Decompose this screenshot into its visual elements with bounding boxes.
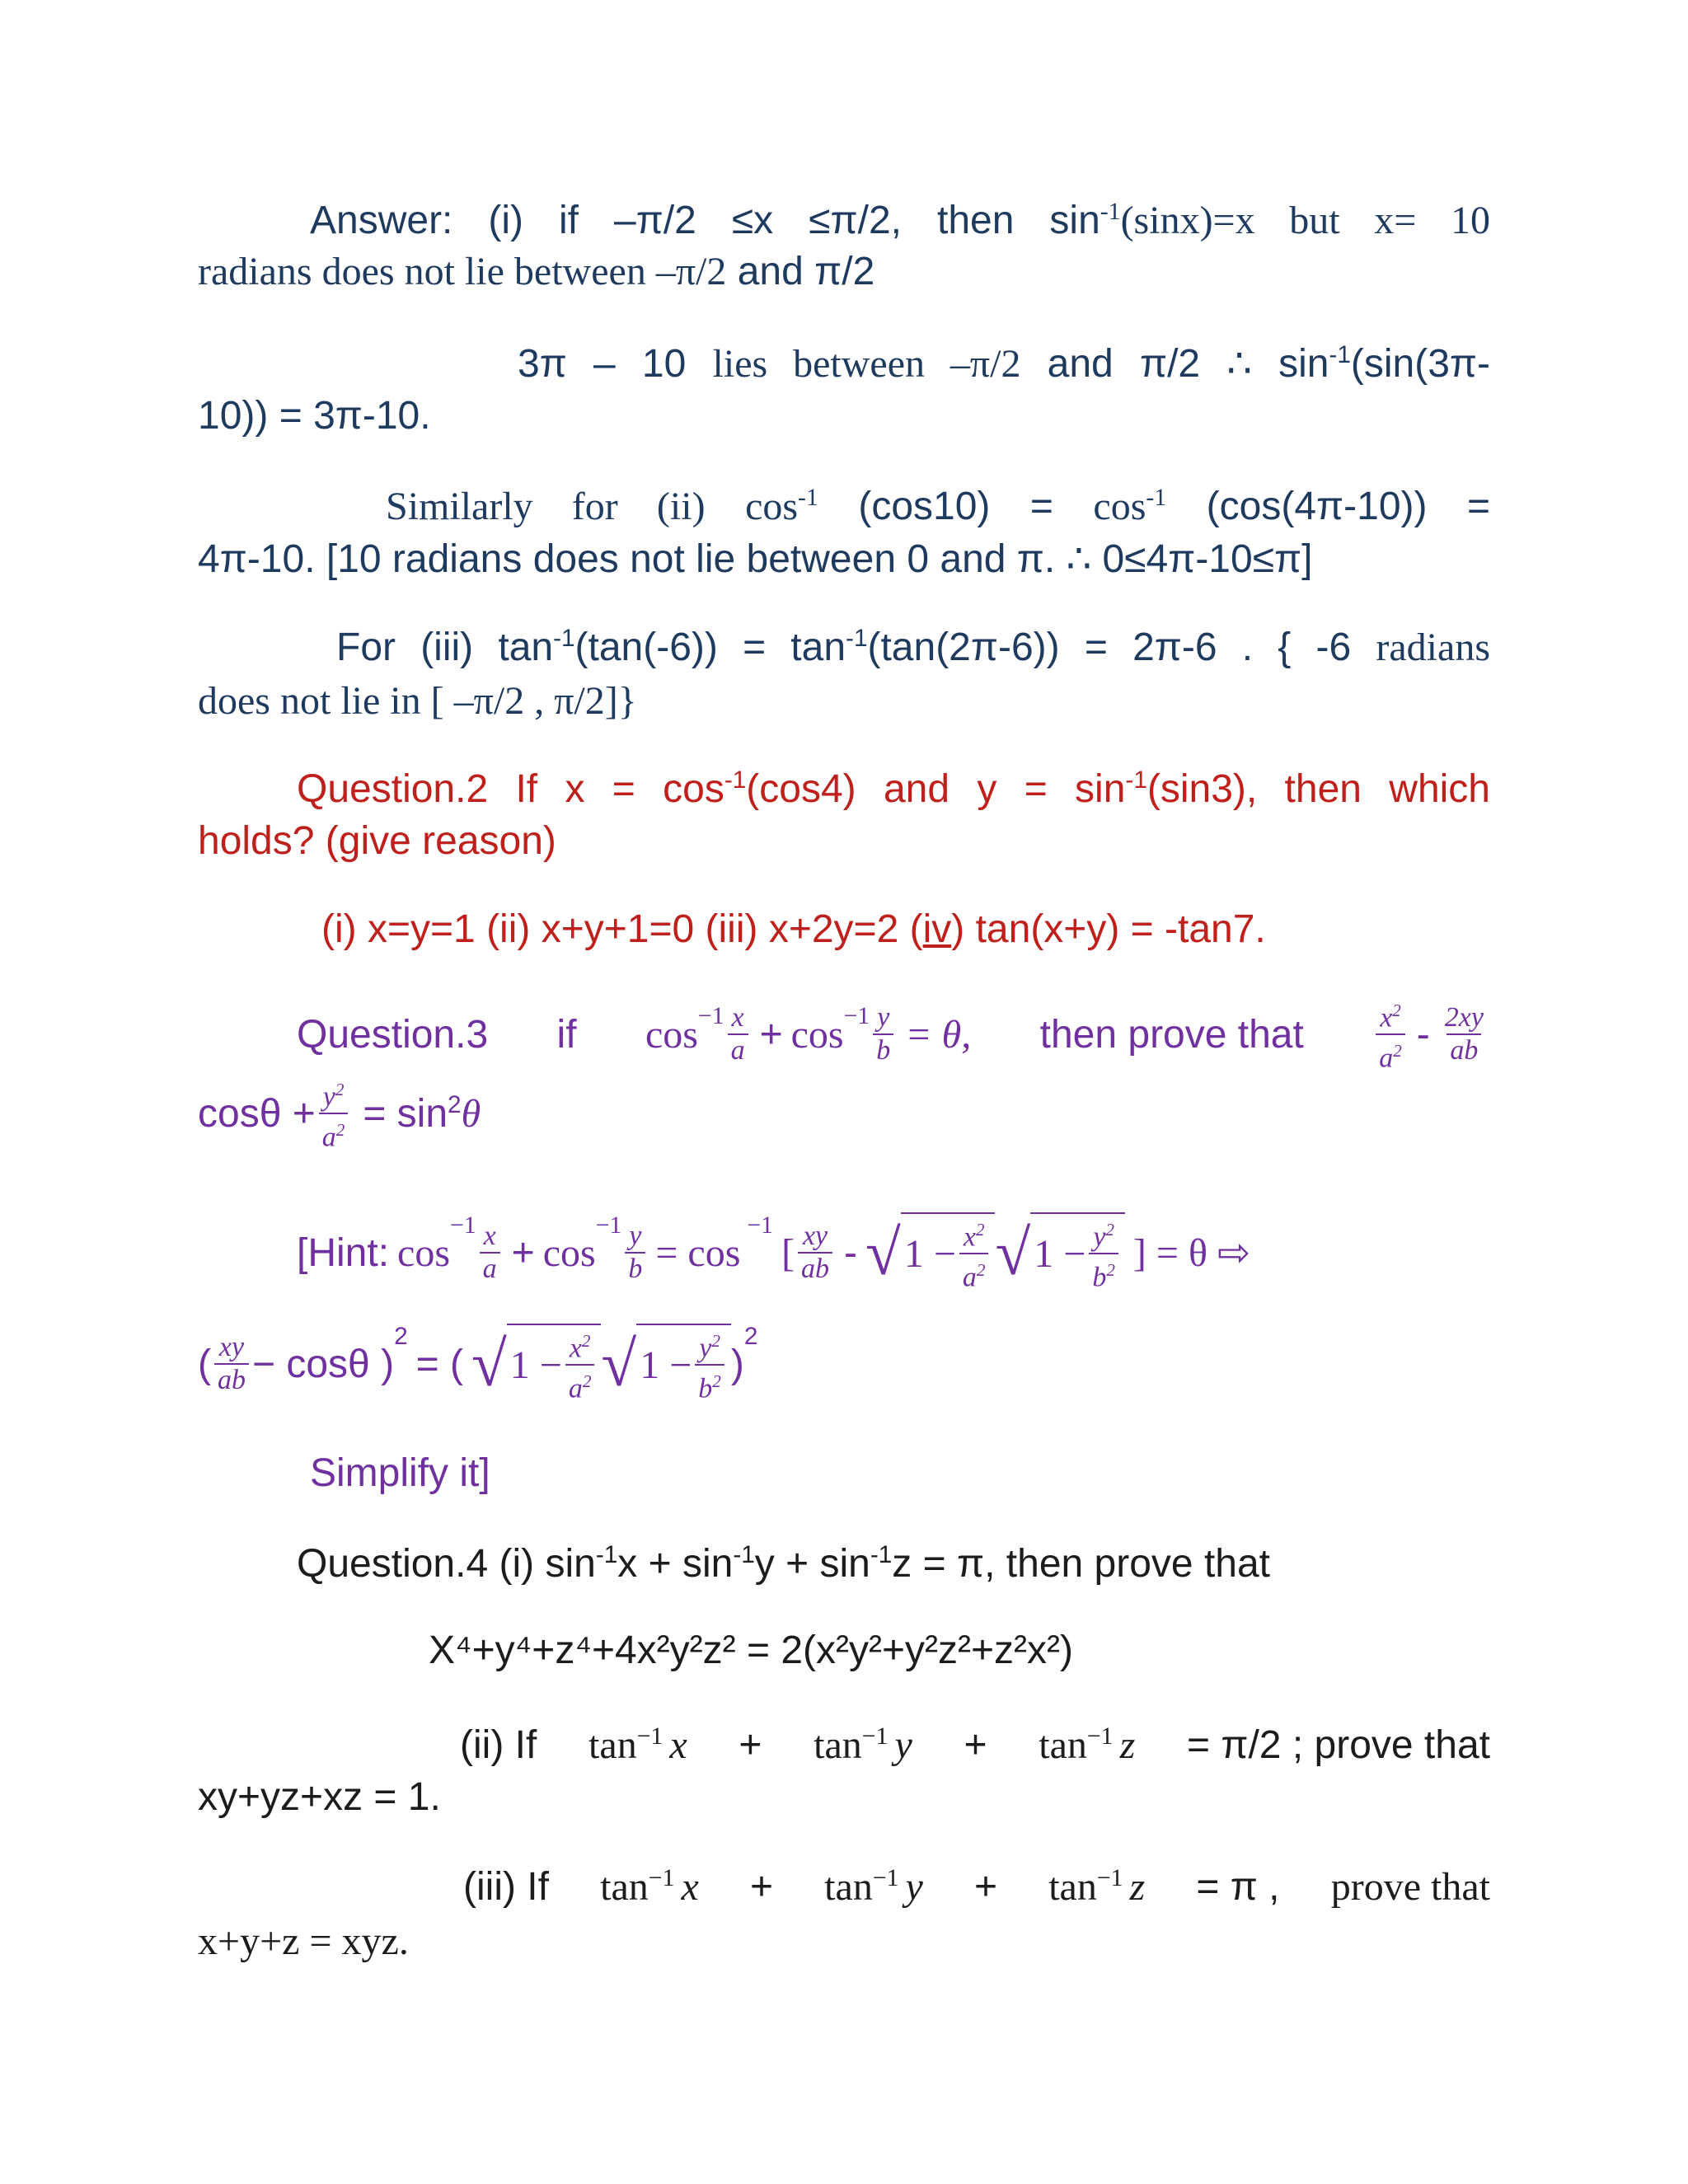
question-4-iii-line-1: (iii) If tan $^{-1}$ x + tan $^{-1}$ y + tan $^{-1}$ z = π , prove that <box>463 1864 1490 1909</box>
hint-simplify: Simplify it] <box>310 1451 490 1495</box>
question-4-iii-line-2: x+y+z = xyz. <box>198 1919 409 1963</box>
question-3-line-1: Question.3 if cos $^{-1}$ $\frac{x}{a}$ + cos $^{-1}$ $\frac{y}{b}$ = θ, then prove that $\frac{x^2}{a^2}$ - $\frac{2xy}{ab}$ <box>297 1000 1484 1074</box>
answer-line-7: For (iii) $\tan^{-1}(\tan(-6)) = \tan^{-1}(\tan(2\pi-6)) = 2\pi-6$ . { -6 radians <box>336 625 1490 669</box>
hint-line-2: ( $\frac{xy}{ab}$ − cosθ ) $^2$ = ( √ 1 − $\frac{x^2}{a^2}$ √ 1 − $\frac{y^2}{b^2}$ ) $^2$ <box>198 1323 758 1404</box>
question-2-line-1: Question.2 If $x = \cos^{-1}(\cos 4)$ and $y = \sin^{-1}(\sin 3)$, then which <box>297 766 1490 811</box>
answer-line-3: 3π – 10 lies between –π/2 and π/2 ∴ $\sin^{-1}(\sin(3\pi-$ <box>518 341 1490 386</box>
answer-line-6: 4π-10. [10 radians does not lie between 0 and π. ∴ 0≤4π-10≤π] <box>198 537 1313 581</box>
answer-line-5: Similarly for (ii) $\cos^{-1} (\cos 10) = \cos^{-1} (\cos(4\pi-10))$ = <box>386 484 1490 528</box>
question-2-line-2: holds? (give reason) <box>198 819 556 863</box>
answer-line-8: does not lie in [ –π/2 , π/2]} <box>198 679 637 723</box>
hint-line-1: [Hint: cos $^{-1}$ $\frac{x}{a}$ + cos $^{-1}$ $\frac{y}{b}$ = cos $^{-1}$ [ $\frac{xy}{ab}$ - √ 1 − $\frac{x^2}{a^2}$ √ 1 − $\frac{y^2}{b^2}$ ] = θ ⇨ <box>297 1212 1251 1293</box>
answer-line-1: Answer: (i) if –π/2 ≤x ≤π/2, then $\sin^{-1}(\sin x)=x$ but x= 10 <box>310 198 1490 242</box>
answer-line-2: radians does not lie between –π/2 and π/2 <box>198 250 875 293</box>
answer-line-4: 10)) = 3π-10. <box>198 394 431 438</box>
question-4-line-1: Question.4 (i) $\sin^{-1}x + \sin^{-1}y + \sin^{-1}z = \pi$, then prove that <box>297 1541 1271 1586</box>
question-4-equation: X⁴+y⁴+z⁴+4x²y²z² = 2(x²y²+y²z²+z²x²) <box>429 1629 1073 1672</box>
question-2-options: (i) x=y=1 (ii) x+y+1=0 (iii) x+2y=2 (iv) tan(x+y) = -tan7. <box>321 907 1266 951</box>
answer-label: Answer: <box>310 199 453 242</box>
question-4-ii-line-1: (ii) If tan $^{-1}$ x + tan $^{-1}$ y + tan $^{-1}$ z = π/2 ; prove that <box>460 1722 1490 1767</box>
question-4-ii-line-2: xy+yz+xz = 1. <box>198 1775 441 1819</box>
question-3-line-2: cosθ + $\frac{y^2}{a^2}$ = $\sin^2\theta$ <box>198 1079 481 1153</box>
